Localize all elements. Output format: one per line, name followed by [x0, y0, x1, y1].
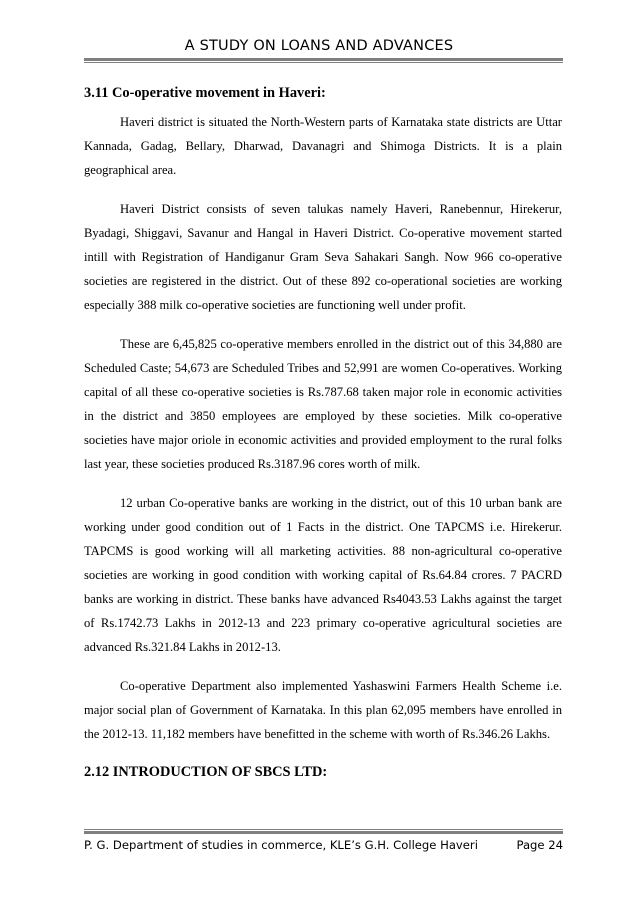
- paragraph-banks: 12 urban Co-operative banks are working in the district, out of this 10 urban bank are working under good condition out of 1 Facts in the district. One TAPCMS i.e. Hirekerur. TAPCMS is good working will all marketing activities. 88 non-agricultural co-operative societies are working in good condition with working capital of Rs.64.84 crores. 7 PACRD banks are working in district. These banks have advanced Rs4043.53 Lakhs against the target of Rs.1742.73 Lakhs in 2012-13 and 223 primary co-operative agricultural societies are advanced Rs.321.84 Lakhs in 2012-13.: [84, 496, 562, 654]
- page-number: Page 24: [516, 838, 563, 852]
- paragraph-talukas: Haveri District consists of seven talukas namely Haveri, Ranebennur, Hirekerur, Byadagi, Shiggavi, Savanur and Hangal in Haveri District. Co-operative movement started intill with Registration of Handiganur Gram Seva Sahakari Sangh. Now 966 co-operative societies are registered in the district. Out of these 892 co-operational societies are working especially 388 milk co-operative societies are functioning well under profit.: [84, 202, 562, 312]
- page-body: [84, 82, 562, 783]
- header-divider: [84, 58, 563, 63]
- footer-divider: [84, 829, 563, 834]
- running-header: A STUDY ON LOANS AND ADVANCES: [184, 38, 454, 54]
- page-footer: [84, 838, 563, 852]
- section-heading: 3.11 Co-operative movement in Haveri:: [84, 85, 326, 101]
- paragraph-location: Haveri district is situated the North-Western parts of Karnataka state districts are Uttar Kannada, Gadag, Bellary, Dharwad, Davanagri and Shimoga Districts. It is a plain geographical area.: [84, 115, 562, 177]
- footer-department: P. G. Department of studies in commerce, KLE’s G.H. College Haveri: [84, 838, 478, 852]
- paragraph-members: These are 6,45,825 co-operative members enrolled in the district out of this 34,880 are Scheduled Caste; 54,673 are Scheduled Tribes and 52,991 are women Co-operatives. Working capital of all these co-operative societies is Rs.787.68 taken major role in economic activities in the district and 3850 employees are employed by these societies. Milk co-operative societies have major oriole in economic activities and provided employment to the rural folks last year, these societies produced Rs.3187.96 cores worth of milk.: [84, 337, 562, 471]
- paragraph-yashaswini: Co-operative Department also implemented Yashaswini Farmers Health Scheme i.e. major social plan of Government of Karnataka. In this plan 62,095 members have enrolled in the 2012-13. 11,182 members have benefitted in the scheme with worth of Rs.346.26 Lakhs.: [84, 679, 562, 741]
- next-section-heading: 2.12 INTRODUCTION OF SBCS LTD:: [84, 764, 328, 780]
